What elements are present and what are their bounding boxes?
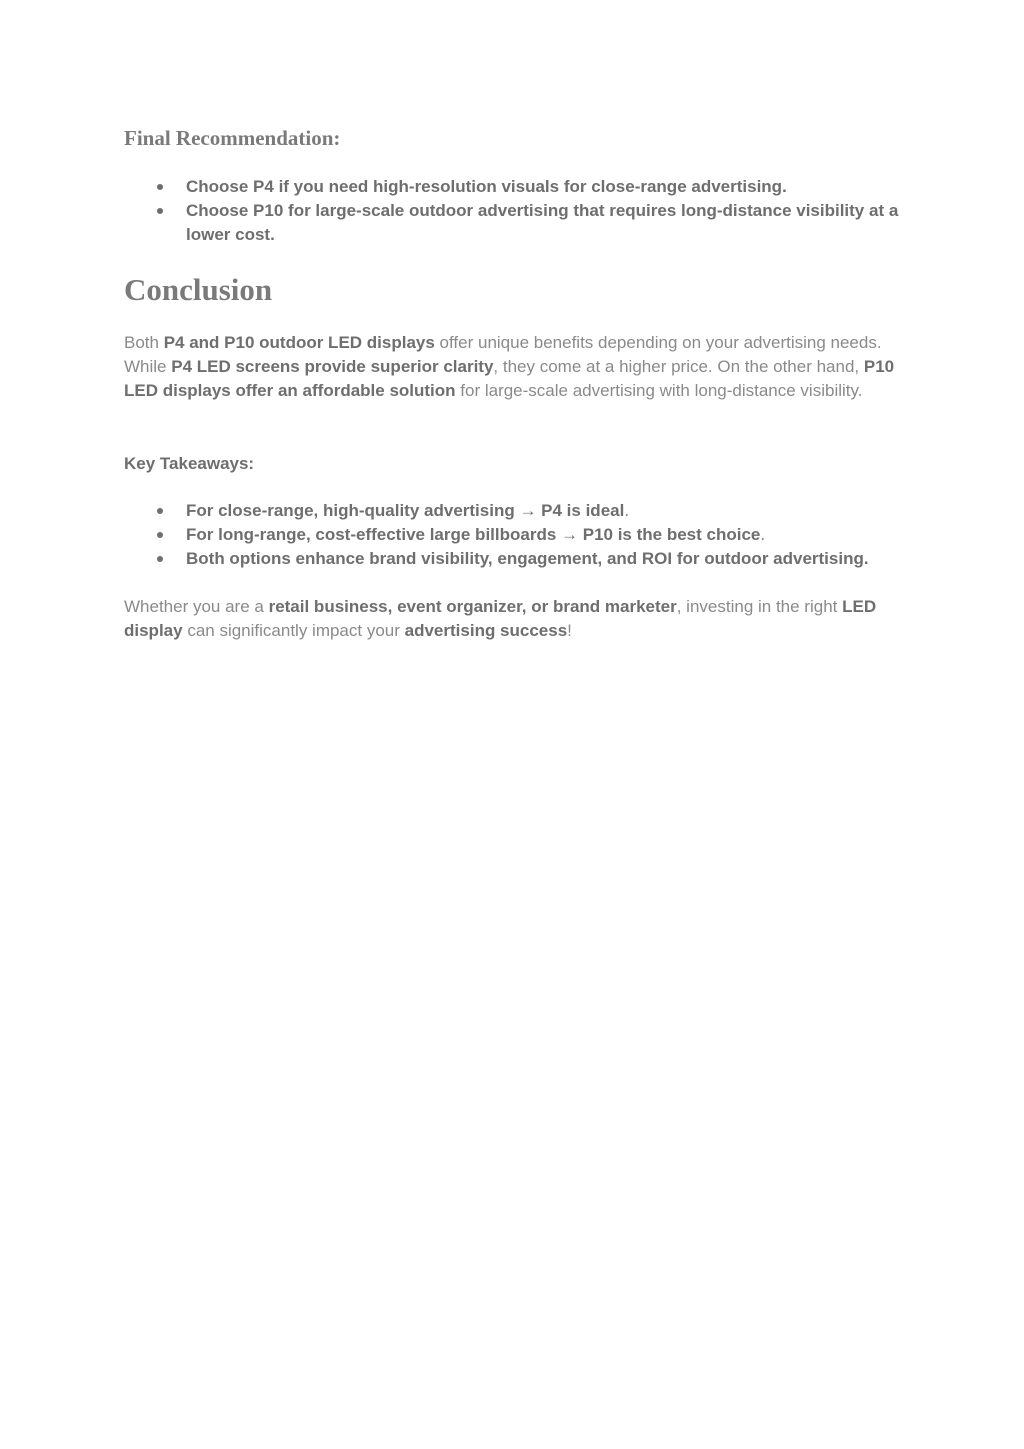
bold-run: retail business, event organizer, or brand marketer [268, 597, 677, 616]
list-item-bold: Both options enhance brand visibility, engagement, and ROI for outdoor advertising. [186, 549, 869, 568]
bold-run: advertising success [404, 621, 568, 640]
bullet-icon [157, 532, 163, 538]
key-takeaways-heading: Key Takeaways: [124, 454, 255, 473]
list-item-text: Choose P10 for large-scale outdoor advertising that requires long-distance visibility at a lower cost. [186, 201, 899, 244]
bullet-icon [157, 184, 163, 190]
bullet-icon [157, 208, 163, 214]
closing-paragraph [124, 595, 904, 643]
text-run: Whether you are a [124, 597, 269, 616]
text-run: ! [567, 621, 572, 640]
list-item [124, 175, 904, 199]
text-run: offer unique benefits depending on your advertising needs. While [124, 333, 882, 376]
text-run: , they come at a higher price. On the other hand, [493, 357, 864, 376]
bold-run: P10 LED displays offer an affordable solution [124, 357, 895, 400]
text-run: Both [124, 333, 164, 352]
list-item-bold: For close-range, high-quality advertising → P4 is ideal [186, 501, 625, 520]
bullet-icon [157, 556, 163, 562]
list-item [124, 499, 904, 523]
bullet-icon [157, 508, 163, 514]
conclusion-paragraph [124, 331, 904, 403]
text-run: can significantly impact your [182, 621, 405, 640]
text-run: , investing in the right [676, 597, 843, 616]
list-item-rest: . [624, 501, 630, 520]
key-takeaways-list [124, 499, 904, 571]
text-run: for large-scale advertising with long-distance visibility. [455, 381, 863, 400]
bold-run: P4 LED screens provide superior clarity [171, 357, 494, 376]
list-item [124, 547, 904, 571]
final-recommendation-list [124, 175, 904, 247]
list-item [124, 199, 904, 247]
conclusion-heading: Conclusion [124, 272, 273, 307]
bold-run: P4 and P10 outdoor LED displays [163, 333, 435, 352]
bold-run: LED display [124, 597, 877, 640]
list-item [124, 523, 904, 547]
list-item-bold: For long-range, cost-effective large billboards → P10 is the best choice [186, 525, 761, 544]
list-item-text: Choose P4 if you need high-resolution visuals for close-range advertising. [186, 177, 787, 196]
final-recommendation-heading: Final Recommendation: [124, 126, 341, 150]
list-item-rest: . [760, 525, 766, 544]
